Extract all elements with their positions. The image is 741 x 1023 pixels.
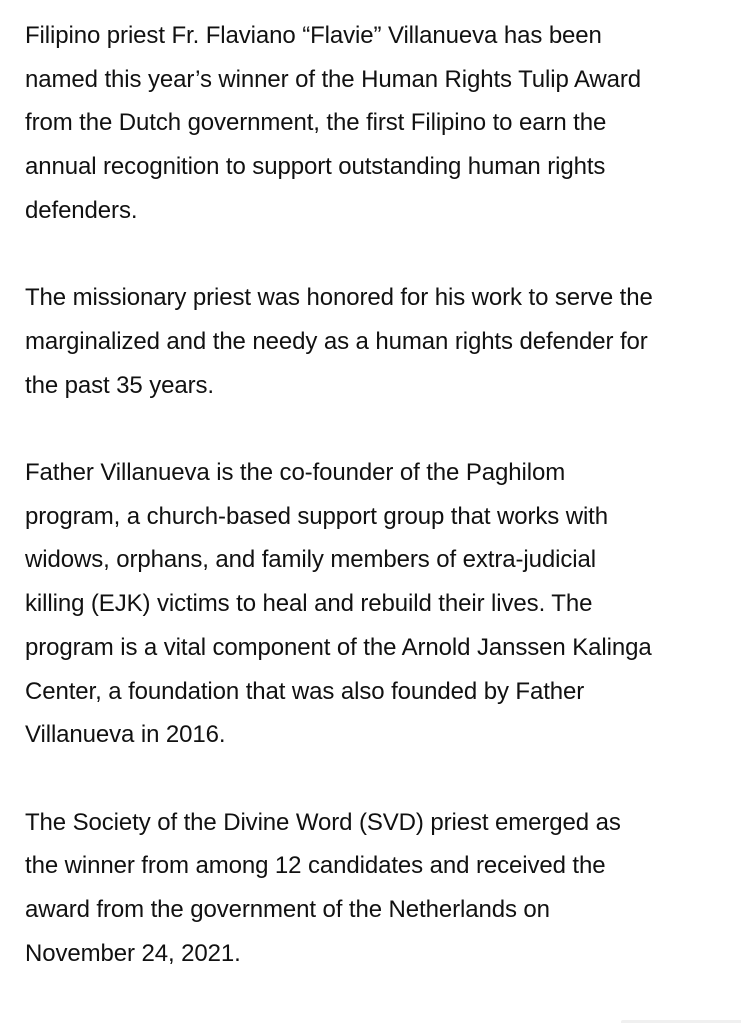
paragraph-honor-reason: The missionary priest was honored for his work to serve the marginalized and the needy as a human rights defender for the past 35 years. xyxy=(25,284,653,399)
paragraph-svd-award-date: The Society of the Divine Word (SVD) priest emerged as the winner from among 12 candidates and received the award from the government of the Netherlands on November 24, 2021. xyxy=(25,808,621,967)
paragraph-paghilom-program: Father Villanueva is the co-founder of the Paghilom program, a church-based support group that works with widows, orphans, and family members of extra-judicial killing (EJK) victims to heal and rebuild their lives. The program is a vital component of the Arnold Janssen Kalinga Center, a foundation that was also founded by Father Villanueva in 2016. xyxy=(25,459,652,749)
paragraph-award-announcement: Filipino priest Fr. Flaviano “Flavie” Villanueva has been named this year’s winner of the Human Rights Tulip Award from the Dutch government, the first Filipino to earn the annual recognition to support outstanding human rights defenders. xyxy=(25,22,642,224)
